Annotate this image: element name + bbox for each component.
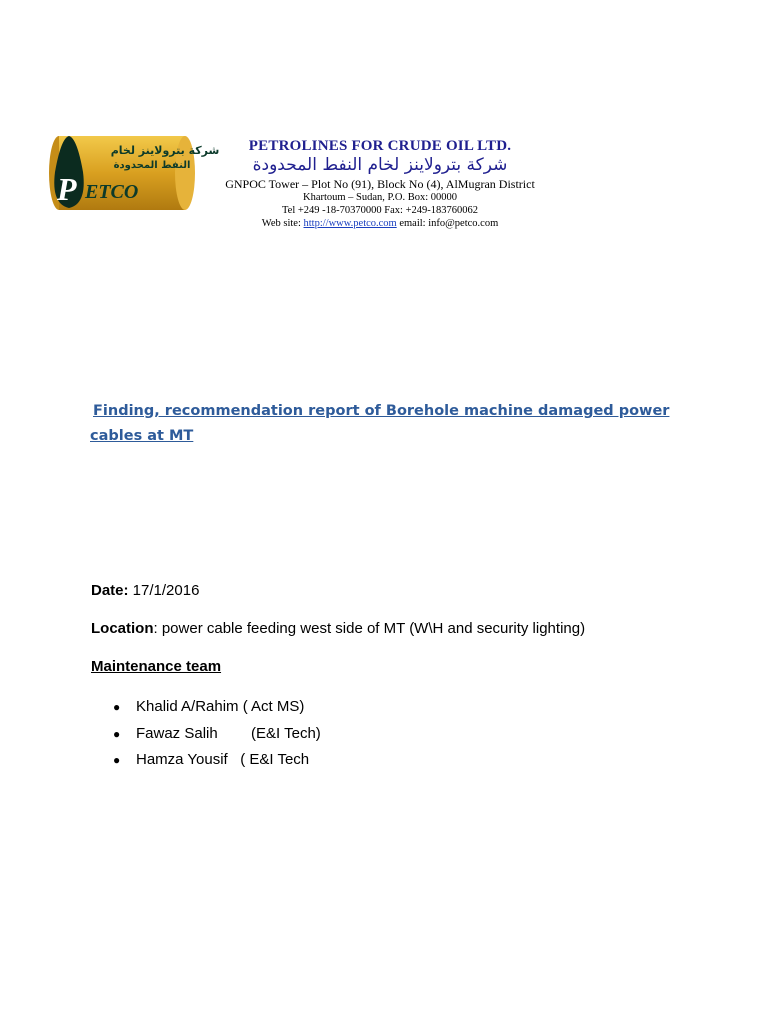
bullet-icon: ●: [113, 700, 121, 714]
list-item: [113, 724, 321, 751]
report-title: [90, 399, 690, 449]
company-name: PETROLINES FOR CRUDE OIL LTD.: [248, 138, 512, 154]
location-value: : power cable feeding west side of MT (W\H and security lighting): [153, 620, 586, 637]
date-label: Date:: [91, 582, 129, 599]
address-line-1: GNPOC Tower – Plot No (91), Block No (4), AlMugran District: [225, 177, 535, 191]
logo-p-mark: P: [57, 171, 77, 207]
web-label: Web site:: [261, 218, 304, 229]
list-item: [113, 750, 321, 777]
date-value: 17/1/2016: [128, 582, 200, 599]
logo-etco-text: ETCO: [85, 181, 139, 203]
company-name-arabic: شركة بترولاينز لخام النفط المحدودة: [252, 155, 508, 175]
location-label: Location: [91, 620, 154, 637]
petco-logo-graphic: [47, 134, 220, 212]
letterhead: [210, 137, 550, 230]
logo-arabic-line1: شركة بترولاينز لخام: [110, 144, 220, 157]
location-line: [91, 620, 585, 637]
email-text: email: info@petco.com: [396, 218, 499, 229]
bullet-icon: ●: [113, 753, 121, 767]
list-item: [113, 697, 321, 724]
web-line: [210, 217, 550, 230]
contact-line: Tel +249 -18-70370000 Fax: +249-183760062: [281, 205, 478, 216]
report-title-line-2: cables at MT: [90, 428, 194, 444]
petco-logo: [47, 134, 220, 212]
member-name: Khalid A/Rahim ( Act MS): [136, 698, 305, 715]
team-members-list: [113, 697, 321, 777]
address-line-2: Khartoum – Sudan, P.O. Box: 00000: [302, 192, 457, 203]
bullet-icon: ●: [113, 726, 121, 741]
maintenance-team-heading: Maintenance team: [91, 658, 222, 675]
member-name: Fawaz Salih (E&I Tech): [136, 724, 321, 742]
report-title-line-1: Finding, recommendation report of Borehole machine damaged power: [93, 403, 670, 419]
date-line: [91, 582, 199, 599]
logo-arabic-line2: النفط المحدودة: [113, 160, 191, 171]
website-link[interactable]: http://www.petco.com: [303, 218, 397, 229]
member-name: Hamza Yousif ( E&I Tech: [136, 751, 310, 768]
